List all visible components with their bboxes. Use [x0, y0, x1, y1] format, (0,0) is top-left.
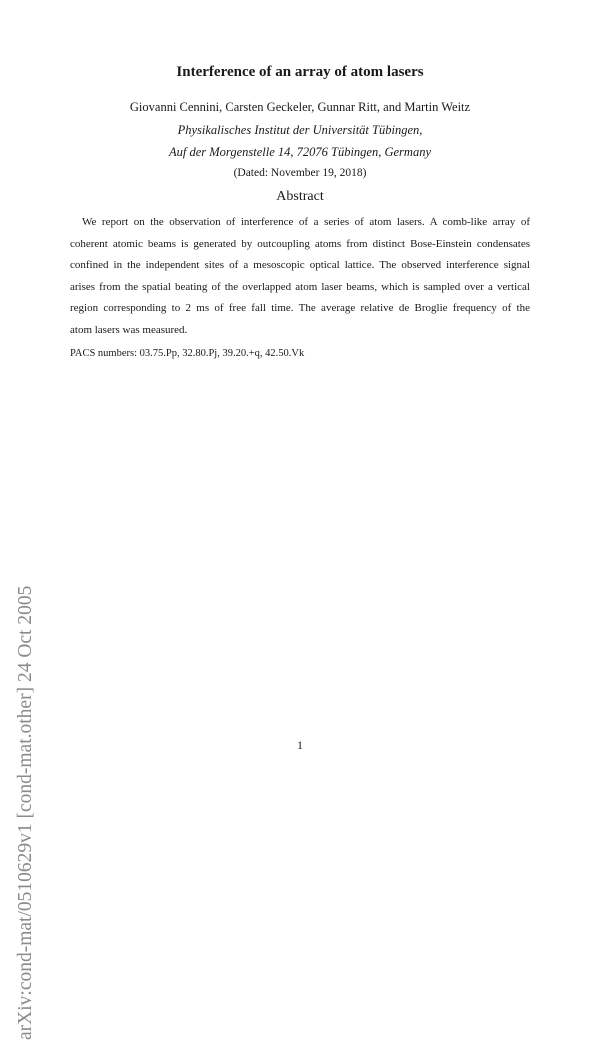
abstract-line: arises from the spatial beating of the overlapped atom laser beams, which is sampled over a vertical — [70, 280, 530, 293]
abstract-line: region corresponding to 2 ms of free fall time. The average relative de Broglie frequency of the — [70, 302, 530, 315]
abstract-line: confined in the independent sites of a mesoscopic optical lattice. The observed interference signal — [70, 259, 530, 272]
arxiv-identifier: arXiv:cond-mat/0510629v1 [cond-mat.other] 24 Oct 2005 — [15, 585, 36, 1040]
page-number: 1 — [297, 738, 303, 752]
pacs-numbers: PACS numbers: 03.75.Pp, 32.80.Pj, 39.20.+q, 42.50.Vk — [70, 348, 305, 359]
abstract-body — [70, 212, 530, 342]
arxiv-sidebar — [12, 128, 40, 1040]
abstract-line: We report on the observation of interference of a series of atom lasers. A comb-like array of — [82, 216, 530, 228]
abstract-line: coherent atomic beams is generated by outcoupling atoms from distinct Bose-Einstein condensates — [70, 237, 530, 250]
affiliation-line-2: Auf der Morgenstelle 14, 72076 Tübingen, Germany — [169, 145, 431, 159]
abstract-line: atom lasers was measured. — [70, 323, 188, 336]
affiliation-line-1: Physikalisches Institut der Universität Tübingen, — [177, 123, 423, 137]
paper-title: Interference of an array of atom lasers — [176, 64, 424, 80]
date-line: (Dated: November 19, 2018) — [233, 167, 367, 179]
abstract-heading: Abstract — [276, 189, 324, 204]
author-list: Giovanni Cennini, Carsten Geckeler, Gunnar Ritt, and Martin Weitz — [129, 100, 471, 114]
